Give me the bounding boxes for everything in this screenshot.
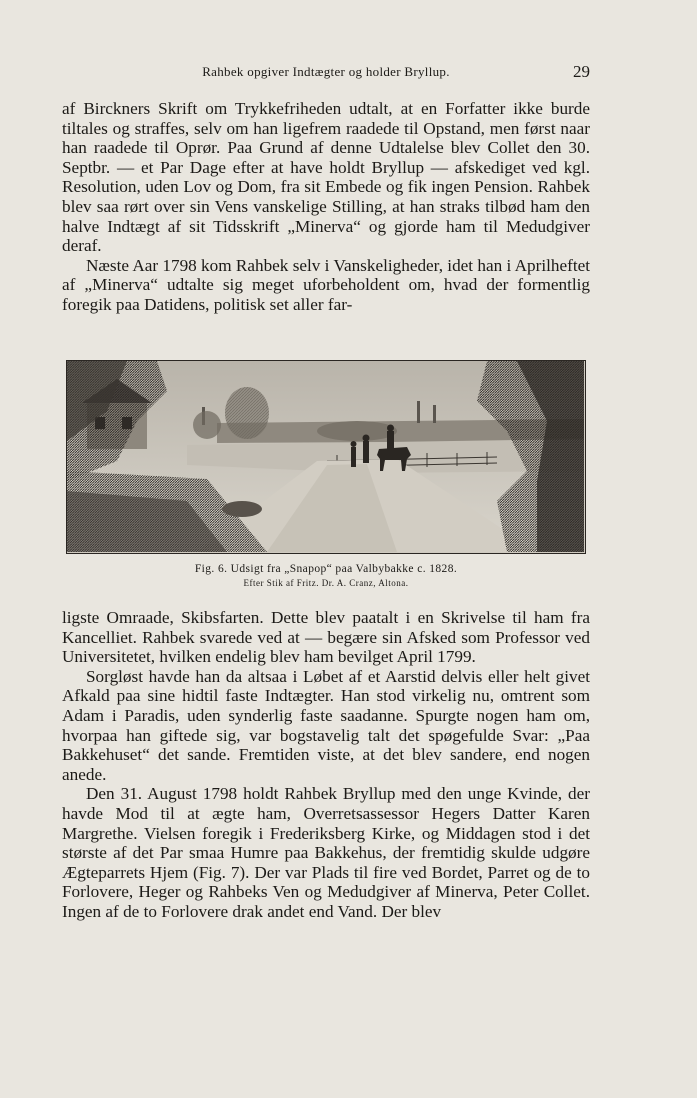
running-title: Rahbek opgiver Indtægter og holder Bryllup.: [202, 64, 450, 79]
paragraph: Sorgløst havde han da altsaa i Løbet af et Aarstid delvis eller helt givet Afkald paa sine hidtil faste Indtægter. Han stod virkelig nu, omtrent som Adam i Paradis, uden synderlig faste saadanne. Spurgte nogen ham om, hvorpaa han giftede sig, var bogstavelig talt det spøgefulde Svar: „Paa Bakkehuset“ det sande. Fremtiden viste, at det blev sandere, end nogen anede.: [62, 666, 590, 784]
paragraph: Den 31. August 1798 holdt Rahbek Bryllup med den unge Kvinde, der havde Mod til at ægte ham, Overretsassessor Hegers Datter Karen Margrethe. Vielsen foregik i Frederiksberg Kirke, og Middagen stod i det største af det Par smaa Humre paa Bakkehus, der fremtidig skulde udgøre Ægteparrets Hjem (Fig. 7). Der var Plads til fire ved Bordet, Parret og de to Forlovere, Heger og Rahbeks Ven og Medudgiver af Minerva, Peter Collet. Ingen af de to Forlovere drak andet end Vand. Der blev: [62, 784, 590, 921]
paragraph-continued: ligste Omraade, Skibsfarten. Dette blev paatalt i en Skrivelse til ham fra Kancelliet. Rahbek svarede ved at — begære sin Afsked som Professor ved Universitetet, hvilken endelig blev ham bevilget April 1799.: [62, 608, 590, 667]
paragraph: Næste Aar 1798 kom Rahbek selv i Vanskeligheder, idet han i Aprilheftet af „Minerva“ udtalte sig meget uforbeholdent om, hvad der formentlig foregik paa Datidens, politisk set aller far-: [62, 255, 591, 314]
body-text-bottom: [62, 608, 590, 922]
running-header: [62, 62, 590, 82]
figure-caption: Fig. 6. Udsigt fra „Snapop“ paa Valbybakke c. 1828.: [194, 563, 458, 575]
landscape-engraving-illustration: [67, 361, 584, 552]
figure-credit: Efter Stik af Fritz. Dr. A. Cranz, Altona.: [243, 578, 409, 588]
figure-engraving: [66, 360, 586, 554]
paragraph-continued: af Birckners Skrift om Trykkefriheden udtalt, at en Forfatter ikke burde tiltales og straffes, selv om han ligefrem raadede til Opstand, men først naar han raadede til Oprør. Paa Grund af denne Udtalelse blev Collet den 30. Septbr. — et Par Dage efter at have holdt Bryllup — afskediget ved kgl. Resolution, uden Lov og Dom, fra sit Embede og fik ingen Pension. Rahbek blev saa rørt over sin Vens vanskelige Stilling, at han straks tilbød ham den halve Indtægt af sit Tidsskrift „Minerva“ og gjorde ham til Medudgiver deraf.: [62, 99, 590, 256]
body-text-top: [62, 99, 590, 315]
page-number: 29: [573, 62, 590, 81]
